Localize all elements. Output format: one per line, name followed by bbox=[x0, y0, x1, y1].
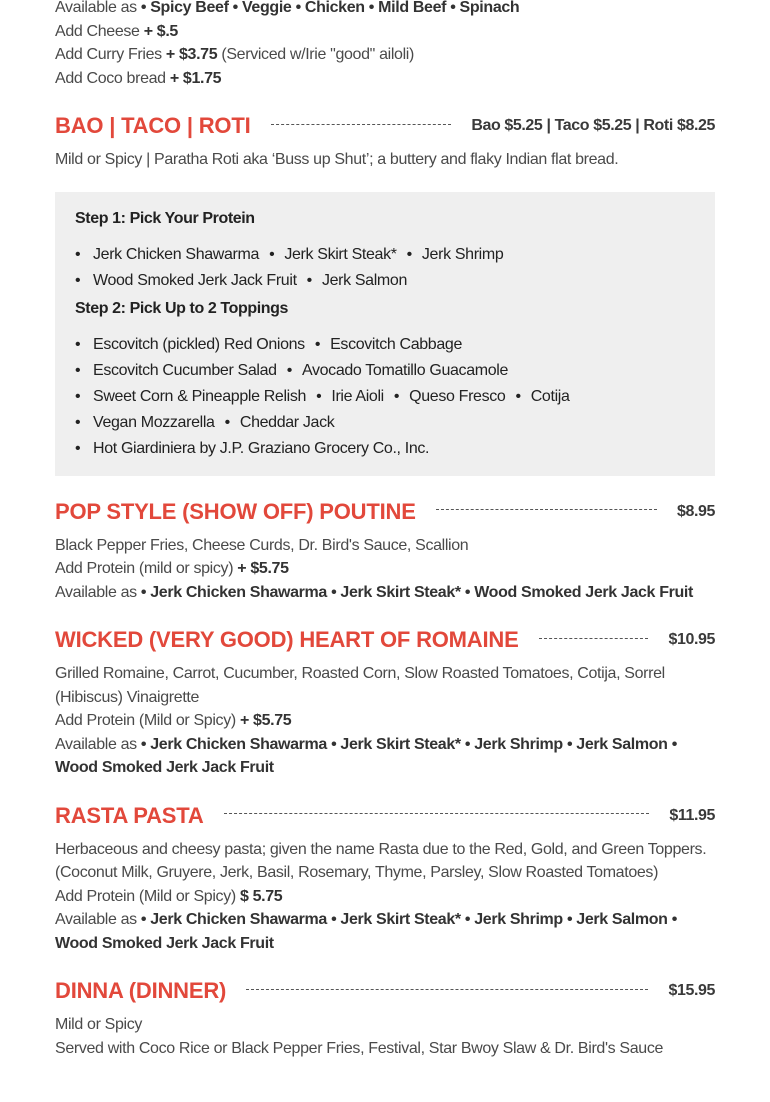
bullet-separator-icon: • bbox=[286, 361, 292, 379]
item-price: $8.95 bbox=[676, 502, 715, 520]
option-label: Wood Smoked Jerk Jack Fruit bbox=[93, 271, 297, 289]
add-protein-line: Add Protein (Mild or Spicy) $ 5.75 bbox=[55, 887, 283, 905]
item-header bbox=[55, 798, 715, 834]
step1-list bbox=[75, 242, 695, 294]
bullet-separator-icon: • bbox=[316, 387, 322, 405]
option-line bbox=[75, 242, 695, 268]
item-header bbox=[55, 622, 715, 658]
menu-item-dinner bbox=[55, 973, 715, 1060]
item-description: Black Pepper Fries, Cheese Curds, Dr. Bird's Sauce, Scallion bbox=[55, 536, 469, 554]
item-title: BAO | TACO | ROTI bbox=[55, 113, 251, 138]
available-line: Available as • Jerk Chicken Shawarma • Jerk Skirt Steak* • Wood Smoked Jerk Jack Fruit bbox=[55, 583, 693, 601]
item-price: $10.95 bbox=[668, 631, 715, 648]
bullet-icon: • bbox=[75, 413, 81, 431]
add-protein-line: Add Protein (Mild or Spicy) + $5.75 bbox=[55, 712, 292, 729]
bullet-icon: • bbox=[75, 361, 81, 379]
option-label: Vegan Mozzarella bbox=[93, 413, 215, 431]
item-price: $15.95 bbox=[668, 982, 715, 999]
option-line bbox=[75, 332, 695, 358]
menu-page bbox=[55, 0, 715, 1060]
dotted-leader bbox=[224, 813, 650, 814]
item-description: Mild or Spicy bbox=[55, 1016, 143, 1033]
option-label: Avocado Tomatillo Guacamole bbox=[301, 361, 509, 379]
dotted-leader bbox=[246, 989, 648, 990]
dotted-leader bbox=[271, 124, 452, 125]
build-your-own-box bbox=[55, 192, 715, 476]
menu-item-poutine bbox=[55, 494, 715, 605]
item-title: DINNA (DINNER) bbox=[55, 978, 227, 1003]
bullet-icon: • bbox=[75, 387, 81, 405]
item-description: Grilled Romaine, Carrot, Cucumber, Roasted Corn, Slow Roasted Tomatoes, Cotija, Sorrel (Hibiscus) Vinaigrette bbox=[55, 665, 665, 706]
top-available-line: Available as • Spicy Beef • Veggie • Chicken • Mild Beef • Spinach bbox=[55, 0, 520, 16]
option-label: Jerk Chicken Shawarma bbox=[93, 245, 260, 263]
option-label: Escovitch (pickled) Red Onions bbox=[93, 335, 305, 353]
option-line bbox=[75, 436, 695, 462]
menu-item-romaine bbox=[55, 622, 715, 780]
option-label: Sweet Corn & Pineapple Relish bbox=[93, 387, 307, 405]
bullet-icon: • bbox=[75, 335, 81, 353]
option-label: Jerk Skirt Steak* bbox=[284, 245, 397, 263]
step2-list bbox=[75, 332, 695, 462]
option-label: Queso Fresco bbox=[409, 387, 506, 405]
item-description: Herbaceous and cheesy pasta; given the name Rasta due to the Red, Gold, and Green Toppers. (Coconut Milk, Gruyere, Jerk, Basil, Rosemary, Thyme, Parsley, Slow Roasted Tomatoes) bbox=[55, 840, 707, 881]
option-line bbox=[75, 384, 695, 410]
bullet-separator-icon: • bbox=[393, 387, 400, 405]
step1-title: Step 1: Pick Your Protein bbox=[75, 209, 255, 227]
item-price: Bao $5.25 | Taco $5.25 | Roti $8.25 bbox=[471, 117, 715, 134]
dotted-leader bbox=[436, 509, 657, 510]
option-label: Escovitch Cabbage bbox=[330, 335, 463, 353]
bullet-icon: • bbox=[75, 439, 81, 457]
bullet-icon: • bbox=[75, 245, 81, 263]
menu-item-pasta bbox=[55, 798, 715, 956]
bullet-separator-icon: • bbox=[269, 245, 275, 263]
option-label: Jerk Shrimp bbox=[421, 245, 504, 263]
available-line: Available as • Jerk Chicken Shawarma • Jerk Skirt Steak* • Jerk Shrimp • Jerk Salmon • Wood Smoked Jerk Jack Fruit bbox=[55, 911, 677, 952]
item-served-with: Served with Coco Rice or Black Pepper Fries, Festival, Star Bwoy Slaw & Dr. Bird's Sauce bbox=[55, 1039, 664, 1057]
step2-title: Step 2: Pick Up to 2 Toppings bbox=[75, 299, 289, 317]
item-title: POP STYLE (SHOW OFF) POUTINE bbox=[55, 498, 416, 524]
bullet-separator-icon: • bbox=[406, 245, 412, 263]
item-header bbox=[55, 108, 715, 144]
add-protein-line: Add Protein (mild or spicy) + $5.75 bbox=[55, 560, 289, 577]
item-description: Mild or Spicy | Paratha Roti aka ‘Buss up Shut’; a buttery and flaky Indian flat bread. bbox=[55, 151, 619, 168]
option-line bbox=[75, 410, 695, 436]
dotted-leader bbox=[539, 638, 649, 639]
option-line bbox=[75, 268, 695, 294]
item-header bbox=[55, 494, 715, 530]
add-curry-fries-line: Add Curry Fries + $3.75 (Serviced w/Irie "good" ailoli) bbox=[55, 46, 414, 63]
item-price: $11.95 bbox=[669, 806, 715, 824]
bullet-separator-icon: • bbox=[515, 387, 521, 405]
bullet-separator-icon: • bbox=[306, 271, 312, 289]
option-label: Escovitch Cucumber Salad bbox=[93, 361, 277, 379]
bullet-icon: • bbox=[75, 271, 81, 289]
top-section bbox=[55, 0, 715, 90]
menu-item-bao bbox=[55, 108, 715, 476]
bullet-separator-icon: • bbox=[224, 413, 230, 431]
option-label: Irie Aioli bbox=[331, 387, 384, 405]
bullet-separator-icon: • bbox=[314, 335, 321, 353]
item-title: RASTA PASTA bbox=[55, 802, 204, 828]
add-cheese-line: Add Cheese + $.5 bbox=[55, 22, 178, 40]
option-label: Hot Giardiniera by J.P. Graziano Grocery Co., Inc. bbox=[93, 439, 430, 457]
option-label: Cotija bbox=[530, 387, 570, 405]
item-title: WICKED (VERY GOOD) HEART OF ROMAINE bbox=[55, 627, 519, 652]
available-line: Available as • Jerk Chicken Shawarma • Jerk Skirt Steak* • Jerk Shrimp • Jerk Salmon • Wood Smoked Jerk Jack Fruit bbox=[55, 735, 677, 776]
option-label: Jerk Salmon bbox=[321, 271, 408, 289]
option-label: Cheddar Jack bbox=[239, 413, 335, 431]
item-header bbox=[55, 973, 715, 1009]
option-line bbox=[75, 358, 695, 384]
add-coco-bread-line: Add Coco bread + $1.75 bbox=[55, 69, 222, 87]
